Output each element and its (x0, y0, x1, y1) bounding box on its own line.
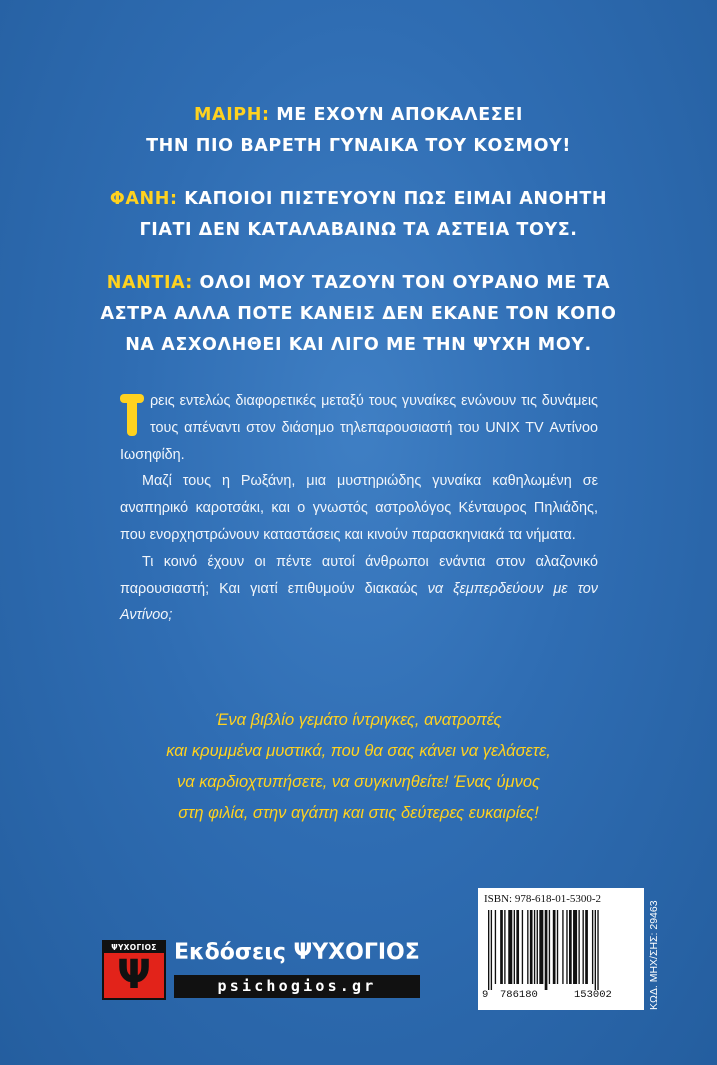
quote-line (40, 299, 677, 330)
quote-line (40, 131, 677, 162)
quote-line (40, 268, 677, 299)
synopsis-paragraph-2: Μαζί τους η Ρωξάνη, μια μυστηριώδης γυναίκα καθηλωμένη σε αναπηρικό καροτσάκι, και ο γνωστός αστρολόγος Κένταυρος Πηλιάδης, που ενορχηστρώνουν καταστάσεις και κινούν παρασκηνιακά τα νήματα. (120, 473, 598, 543)
barcode-digits-left: 786180 (500, 989, 538, 1001)
promo-blurb (70, 705, 647, 829)
barcode-digits-right: 153002 (574, 989, 612, 1001)
barcode-digit-first: 9 (482, 989, 489, 1001)
quote-line (40, 100, 677, 131)
publisher-name: Εκδόσεις ΨΥΧΟΓΙΟΣ (174, 940, 420, 965)
speaker-name: ΝΑΝΤΙΑ: (106, 273, 193, 293)
quote-line (40, 184, 677, 215)
quote-text: ΜΕ ΕΧΟΥΝ ΑΠΟΚΑΛΕΣΕΙ (276, 105, 523, 125)
isbn-label: ISBN: 978-618-01-5300-2 (484, 893, 602, 905)
synopsis-text: ρεις εντελώς διαφορετικές μεταξύ τους γυναίκες ενώνουν τις δυνάμεις τους απέναντι στον διάσημο τηλεπαρουσιαστή του UNIX TV Αντίνοο Ιωσηφίδη. (120, 393, 598, 463)
synopsis-paragraph-3 (120, 549, 598, 629)
character-quotes (40, 100, 677, 383)
speaker-name: ΦΑΝΗ: (109, 189, 178, 209)
quote-text: ΚΑΠΟΙΟΙ ΠΙΣΤΕΥΟΥΝ ΠΩΣ ΕΙΜΑΙ ΑΝΟΗΤΗ (184, 189, 608, 209)
synopsis-paragraph-1 (120, 388, 598, 468)
quote-line (40, 215, 677, 246)
isbn-barcode (478, 888, 644, 1010)
quote-text: ΟΛΟΙ ΜΟΥ ΤΑΖΟΥΝ ΤΟΝ ΟΥΡΑΝΟ ΜΕ ΤΑ (199, 273, 611, 293)
quote-line (40, 330, 677, 361)
quote-mairi (40, 100, 677, 162)
blurb-line: στη φιλία, στην αγάπη και στις δεύτερες ευκαιρίες! (178, 804, 539, 822)
speaker-name: ΜΑΙΡΗ: (194, 105, 270, 125)
publisher-url: psichogios.gr (174, 975, 420, 998)
blurb-line: και κρυμμένα μυστικά, που θα σας κάνει να γελάσετε, (166, 742, 551, 760)
quote-text: ΝΑ ΑΣΧΟΛΗΘΕΙ ΚΑΙ ΛΙΓΟ ΜΕ ΤΗΝ ΨΥΧΗ ΜΟΥ. (125, 335, 592, 355)
quote-nantia (40, 268, 677, 361)
psi-glyph-icon: Ψ (117, 952, 151, 998)
quote-text: ΓΙΑΤΙ ΔΕΝ ΚΑΤΑΛΑΒΑΙΝΩ ΤΑ ΑΣΤΕΙΑ ΤΟΥΣ. (139, 220, 578, 240)
synopsis-text: Τι κοινό έχουν οι πέντε αυτοί άνθρωποι ενάντια στον αλαζονικό παρουσιαστή; Και γιατί επιθυμούν διακαώς (120, 553, 598, 597)
blurb-line: Ένα βιβλίο γεμάτο ίντριγκες, ανατροπές (215, 711, 502, 729)
blurb-line: να καρδιοχτυπήσετε, να συγκινηθείτε! Ένας ύμνος (176, 773, 541, 791)
badge-text: ΨΥΧΟΓΙΟΣ (104, 942, 164, 953)
product-code: ΚΩΔ. ΜΗΧ/ΣΗΣ: 29463 (648, 900, 660, 1010)
synopsis-italic-text: να ξεμπερδεύουν με τον Αντίνοο; (120, 580, 598, 624)
quote-fani (40, 184, 677, 246)
quote-text: ΤΗΝ ΠΙΟ ΒΑΡΕΤΗ ΓΥΝΑΙΚΑ ΤΟΥ ΚΟΣΜΟΥ! (146, 136, 571, 156)
synopsis (120, 388, 598, 629)
quote-text: ΑΣΤΡΑ ΑΛΛΑ ΠΟΤΕ ΚΑΝΕΙΣ ΔΕΝ ΕΚΑΝΕ ΤΟΝ ΚΟΠΟ (100, 304, 617, 324)
barcode-bars-icon (486, 910, 636, 990)
drop-cap (120, 394, 144, 436)
psichogios-badge-icon (102, 940, 166, 1000)
